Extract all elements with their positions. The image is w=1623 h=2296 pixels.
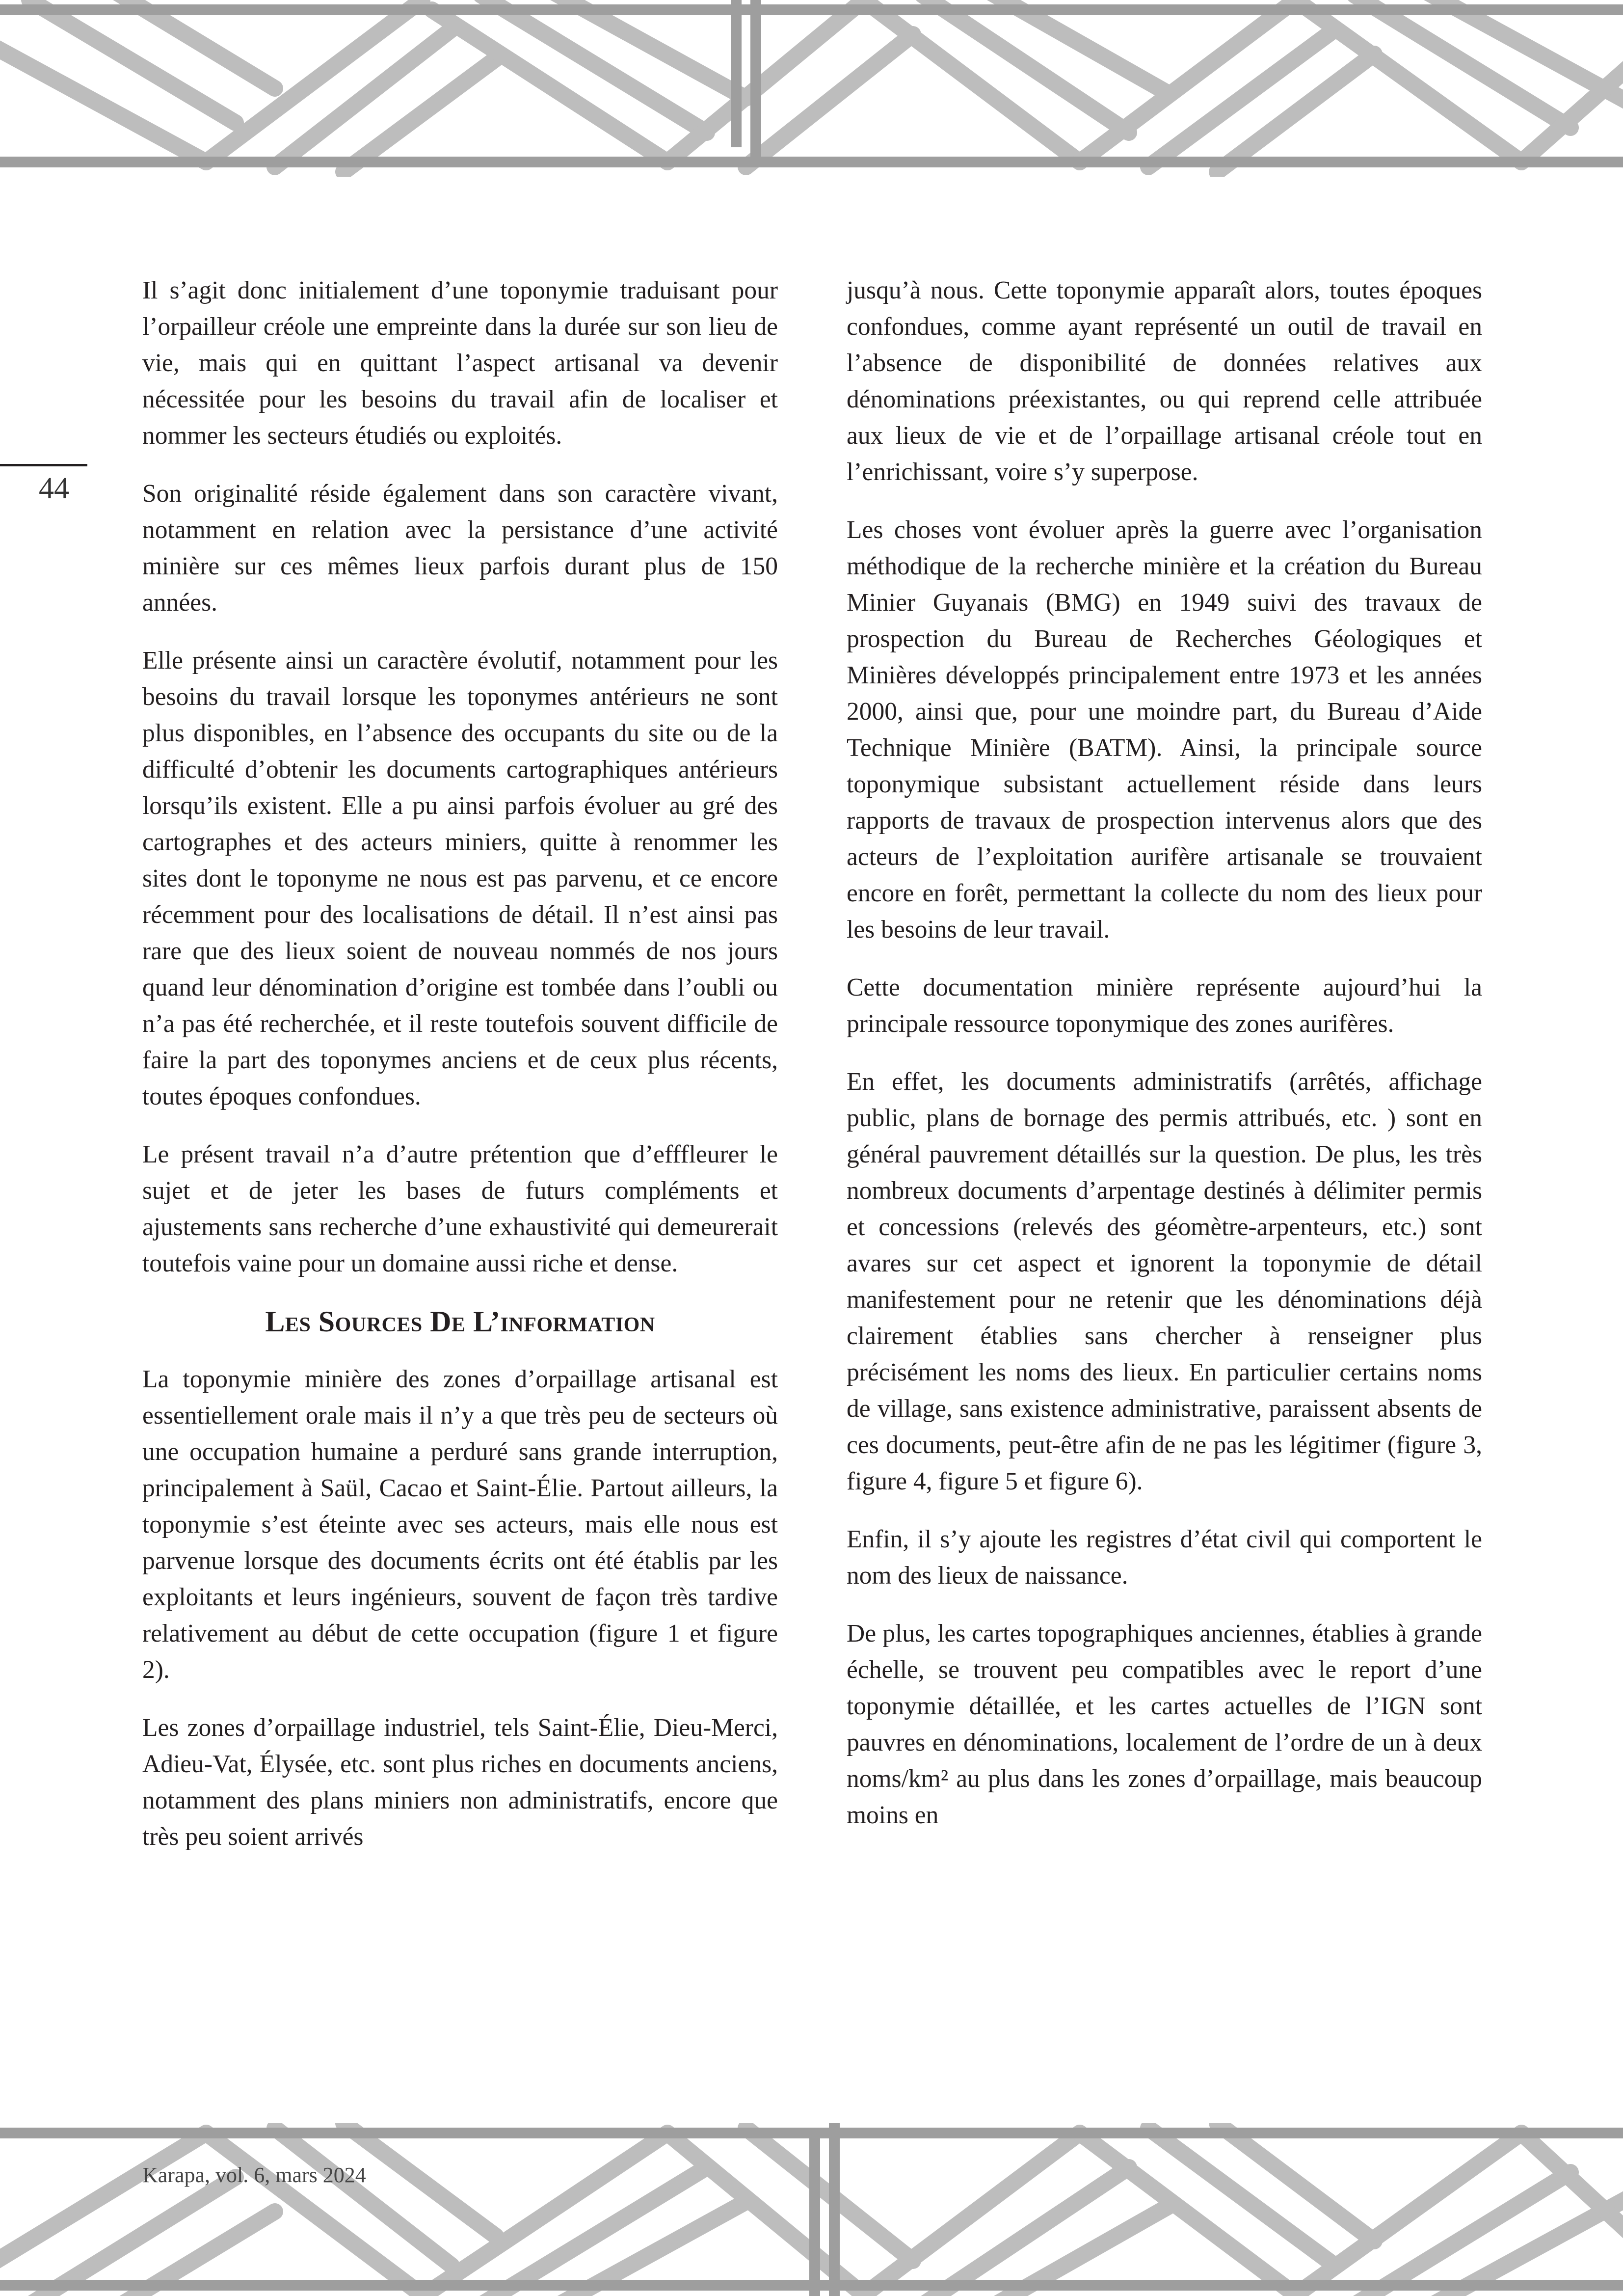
paragraph: La toponymie minière des zones d’orpaillage artisanal est essentiellement orale mais il n’y a que très peu de secteurs où une occupation humaine a perduré sans grande interruption, principalement à Saül, Cacao et Saint-Élie. Partout ailleurs, la toponymie s’est éteinte avec ses acteurs, mais elle nous est parvenue lorsque des documents écrits ont été établis par les exploitants et leurs ingénieurs, souvent de façon très tardive relativement au début de cette occupation (figure 1 et figure 2). xyxy=(142,1365,778,1684)
paragraph: Il s’agit donc initialement d’une toponymie traduisant pour l’orpailleur créole une empreinte dans la durée sur son lieu de vie, mais qui en quittant l’aspect artisanal va devenir nécessitée pour les besoins du travail afin de localiser et nommer les secteurs étudiés ou exploités. xyxy=(142,276,778,450)
top-decorative-band xyxy=(0,0,1623,177)
bottom-pattern-graphic xyxy=(0,2123,1623,2296)
page-number: 44 xyxy=(39,472,69,505)
paragraph: En effet, les documents administratifs (arrêtés, affichage public, plans de bornage des permis attribués, etc. ) sont en général pauvrement détaillés sur la question. De plus, les très nombreux documents d’arpentage destinés à délimiter permis et concessions (relevés des géomètre-arpenteurs, etc.) sont avares sur cet aspect et ignorent la toponymie de détail manifestement pour ne retenir que les dénominations déjà clairement établies sans chercher à renseigner plus précisément les noms des lieux. En particulier certains noms de village, sans existence administrative, paraissent absents de ces documents, peut-être afin de ne pas les légitimer (figure 3, figure 4, figure 5 et figure 6). xyxy=(847,1068,1482,1495)
paragraph: Son originalité réside également dans son caractère vivant, notamment en relation avec la persistance d’une activité minière sur ces mêmes lieux parfois durant plus de 150 années. xyxy=(142,480,778,617)
paragraph: Le présent travail n’a d’autre prétention que d’efffleurer le sujet et de jeter les bases de futurs compléments et ajustements sans recherche d’une exhaustivité qui demeurerait toutefois vaine pour un domaine aussi riche et dense. xyxy=(142,1140,778,1277)
footer-citation: Karapa, vol. 6, mars 2024 xyxy=(142,2163,366,2187)
right-column xyxy=(847,272,1482,1855)
paragraph: Cette documentation minière représente aujourd’hui la principale ressource toponymique des zones aurifères. xyxy=(847,973,1482,1038)
paragraph: De plus, les cartes topographiques anciennes, établies à grande échelle, se trouvent peu compatibles avec le report d’une toponymie détaillée, et les cartes actuelles de l’IGN sont pauvres en dénominations, localement de l’ordre de un à deux noms/km² au plus dans les zones d’orpaillage, mais beaucoup moins en xyxy=(847,1620,1482,1829)
page-number-rule xyxy=(0,464,87,466)
paragraph: Les choses vont évoluer après la guerre avec l’organisation méthodique de la recherche minière et la création du Bureau Minier Guyanais (BMG) en 1949 suivi des travaux de prospection du Bureau de Recherches Géologiques et Minières développés principalement entre 1973 et les années 2000, ainsi que, pour une moindre part, du Bureau d’Aide Technique Minière (BATM). Ainsi, la principale source toponymique subsistant actuellement réside dans leurs rapports de travaux de prospection intervenus alors que des acteurs de l’exploitation aurifère artisanale se trouvaient encore en forêt, permettant la collecte du nom des lieux pour les besoins de leur travail. xyxy=(847,516,1482,944)
paragraph: Elle présente ainsi un caractère évolutif, notamment pour les besoins du travail lorsque les toponymes antérieurs ne sont plus disponibles, en l’absence des occupants du site ou de la difficulté d’obtenir les documents cartographiques antérieurs lorsqu’ils existent. Elle a pu ainsi parfois évoluer au gré des cartographes et des acteurs miniers, quitte à renommer les sites dont le toponyme ne nous est pas parvenu, et ce encore récemment pour des localisations de détail. Il n’est ainsi pas rare que des lieux soient de nouveau nommés de nos jours quand leur dénomination d’origine est tombée dans l’oubli ou n’a pas été recherchée, et il reste toutefois souvent difficile de faire la part des toponymes anciens et de ceux plus récents, toutes époques confondues. xyxy=(142,647,778,1110)
section-heading: Les Sources De L’information xyxy=(265,1305,655,1338)
paragraph: jusqu’à nous. Cette toponymie apparaît alors, toutes époques confondues, comme ayant représenté un outil de travail en l’absence de disponibilité de données relatives aux dénominations préexistantes, ou qui reprend celle attribuée aux lieux de vie et de l’orpaillage artisanal créole tout en l’enrichissant, voire s’y superpose. xyxy=(847,276,1482,486)
top-pattern-graphic xyxy=(0,0,1623,177)
paragraph: Les zones d’orpaillage industriel, tels Saint-Élie, Dieu-Merci, Adieu-Vat, Élysée, etc. sont plus riches en documents anciens, notamment des plans miniers non administratifs, encore que très peu soient arrivés xyxy=(142,1714,778,1851)
left-column xyxy=(142,272,778,1877)
bottom-decorative-band xyxy=(0,2123,1623,2296)
paragraph: Enfin, il s’y ajoute les registres d’état civil qui comportent le nom des lieux de naissance. xyxy=(847,1525,1482,1590)
